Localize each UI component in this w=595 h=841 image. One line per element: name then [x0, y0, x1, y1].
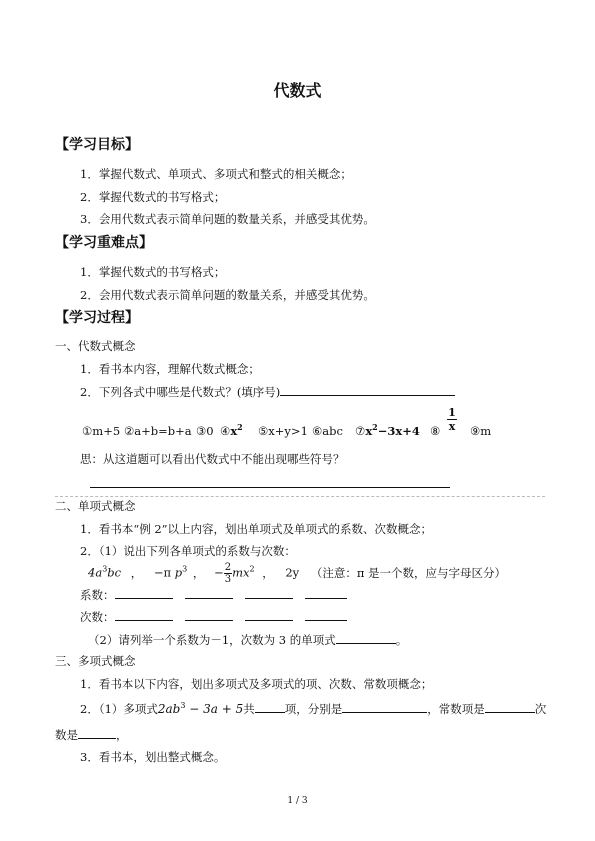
part3-line-2: [80, 700, 546, 717]
degree-blank-4[interactable]: [305, 608, 347, 621]
part3-line-3: 3．看书本，划出整式概念。: [80, 750, 226, 764]
degree-blank-2[interactable]: [185, 608, 233, 621]
option-5: ⑤x+y>1: [258, 424, 308, 438]
part3-heading: 三、多项式概念: [55, 654, 136, 668]
part2-heading: 二、单项式概念: [55, 499, 136, 513]
key-item-2: 2．会用代数式表示简单问题的数量关系，并感受其优势。: [80, 288, 375, 302]
degree-row: [80, 608, 347, 625]
term-count-blank[interactable]: [255, 700, 285, 713]
monomial-3-sign: −: [214, 565, 224, 580]
monomial-list: [88, 562, 506, 585]
monomial-2-exp: 3: [182, 564, 188, 574]
part1-line-1: 1．看书本内容，理解代数式概念；: [80, 362, 260, 376]
part3-line-1: 1．看书本以下内容，划出多项式及多项式的项、次数、常数项概念；: [80, 677, 433, 691]
goal-item-1: 1．掌握代数式、单项式、多项式和整式的相关概念；: [80, 167, 352, 181]
monomial-1-rest: bc: [107, 565, 122, 580]
coefficient-blank-4[interactable]: [305, 586, 347, 599]
page-number: 1 / 3: [287, 796, 308, 806]
option-7-base: x: [365, 423, 373, 438]
option-7-mark: ⑦: [355, 423, 366, 438]
think-question: 思：从这道题可以看出代数式中不能出现哪些符号？: [80, 452, 345, 466]
part3-line-2-text: 2．（1）多项式: [80, 702, 158, 716]
coefficient-blank-1[interactable]: [115, 586, 173, 599]
pi-note: （注意：π 是一个数，应与字母区分）: [310, 565, 507, 580]
degree-blank-1[interactable]: [115, 608, 173, 621]
monomial-3-denominator: 3: [224, 574, 232, 585]
monomial-2-var: p: [171, 565, 183, 580]
terms-label: 项，分别是: [284, 702, 343, 716]
option-7-exp: 2: [372, 422, 378, 432]
monomial-1-exp: 3: [102, 564, 108, 574]
part2-line-3: [88, 631, 407, 648]
ci-label: 次: [534, 702, 547, 716]
monomial-3-vars: mx: [232, 565, 250, 580]
coefficient-blank-2[interactable]: [185, 586, 233, 599]
option-3: ③0: [196, 424, 214, 438]
divider-line: [55, 496, 545, 497]
period: 。: [395, 633, 408, 647]
polynomial-term: 2ab: [157, 702, 181, 716]
monomial-example-blank[interactable]: [336, 631, 396, 644]
option-8-numerator: 1: [448, 406, 456, 419]
option-4-exp: 2: [237, 422, 243, 432]
degree-blank-3[interactable]: [245, 608, 293, 621]
part1-line-2-text: 2．下列各式中哪些是代数式？(填序号): [80, 385, 281, 399]
degree-label: 次数：: [80, 610, 115, 624]
section-heading-goals: 【学习目标】: [55, 137, 139, 153]
part3-line-2-cont: [55, 726, 128, 743]
option-8-fraction: [447, 406, 457, 433]
degree-is-label: 数是: [55, 728, 78, 742]
part2-line-2: 2．（1）说出下列各单项式的系数与次数：: [80, 544, 296, 558]
option-4-mark: ④: [220, 423, 231, 438]
option-1: ①m+5: [82, 424, 121, 438]
answer-blank[interactable]: [280, 383, 455, 396]
monomial-4: 2y: [285, 565, 300, 580]
option-7: [355, 422, 420, 438]
section-heading-key-points: 【学习重难点】: [55, 235, 153, 251]
monomial-3-exp: 2: [249, 564, 255, 574]
monomial-1-coef: 4a: [88, 565, 103, 580]
option-2: ②a+b=b+a: [124, 424, 192, 438]
gong-label: 共: [243, 702, 255, 716]
terms-blank[interactable]: [342, 700, 427, 713]
degree-blank[interactable]: [78, 726, 116, 739]
monomial-3-fraction: [224, 562, 232, 585]
section-heading-process: 【学习过程】: [55, 310, 139, 326]
monomial-2-coef: −π: [153, 565, 172, 580]
polynomial-exp: 3: [180, 701, 186, 711]
option-4: [220, 422, 243, 438]
constant-blank[interactable]: [485, 700, 535, 713]
think-answer-line[interactable]: [90, 487, 450, 488]
part1-heading: 一、代数式概念: [55, 339, 136, 353]
separator: ，: [262, 565, 274, 580]
part1-line-2: [80, 383, 455, 400]
option-8-denominator: x: [448, 420, 456, 433]
separator: ，: [130, 565, 143, 580]
page-title: 代数式: [273, 81, 322, 100]
option-9: ⑨m: [470, 424, 492, 438]
comma: ，: [116, 728, 128, 742]
polynomial-rest: − 3a + 5: [185, 702, 244, 716]
part2-line-1: 1．看书本“例 2”以上内容，划出单项式及单项式的系数、次数概念；: [80, 522, 433, 536]
option-7-rest: −3x+4: [377, 423, 420, 438]
goal-item-2: 2．掌握代数式的书写格式；: [80, 190, 226, 204]
part2-line-3-text: （2）请列举一个系数为－1，次数为 3 的单项式: [88, 633, 336, 647]
separator: ，: [192, 565, 205, 580]
coefficient-blank-3[interactable]: [245, 586, 293, 599]
constant-label: ，常数项是: [427, 702, 485, 716]
option-4-base: x: [230, 423, 238, 438]
monomial-3-numerator: 2: [224, 562, 232, 573]
option-8-mark: ⑧: [430, 424, 441, 438]
coefficient-row: [80, 586, 347, 603]
key-item-1: 1．掌握代数式的书写格式；: [80, 265, 226, 279]
goal-item-3: 3．会用代数式表示简单问题的数量关系，并感受其优势。: [80, 212, 375, 226]
option-6: ⑥abc: [312, 424, 343, 438]
coefficient-label: 系数：: [80, 588, 115, 602]
